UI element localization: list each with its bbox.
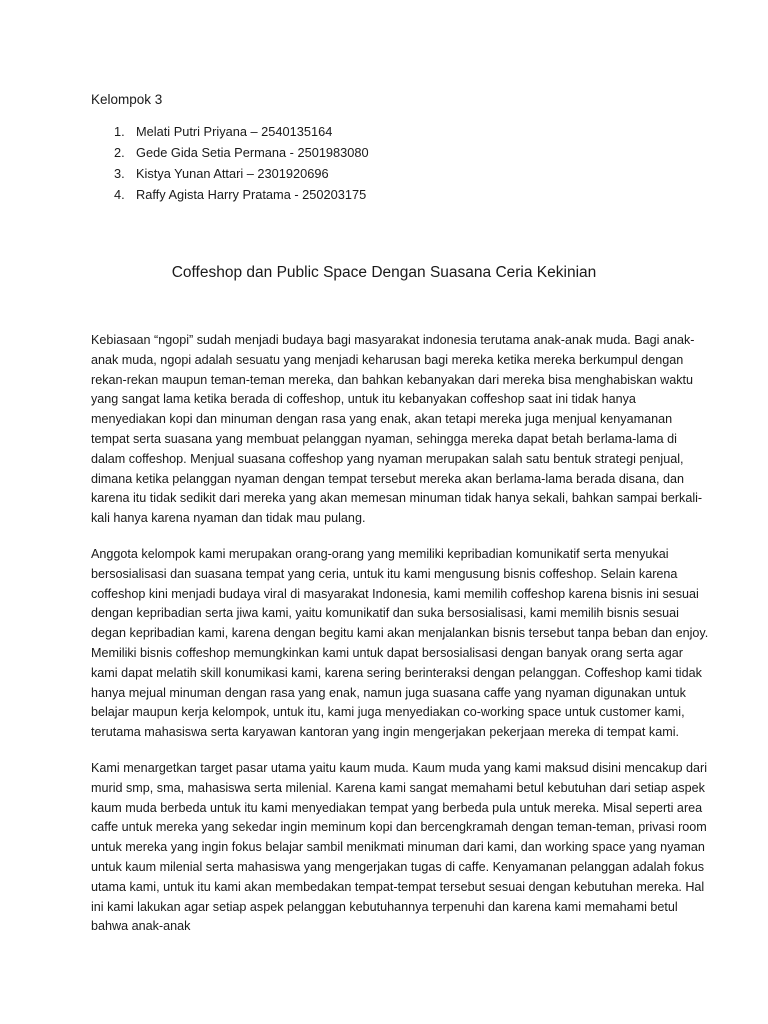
list-number: 4.: [114, 187, 125, 202]
member-entry: Raffy Agista Harry Pratama - 250203175: [136, 187, 367, 202]
member-list: [114, 121, 369, 205]
body-paragraph: Kebiasaan “ngopi” sudah menjadi budaya bagi masyarakat indonesia terutama anak-anak muda. Bagi anak-anak muda, ngopi adalah sesuatu yang menjadi keharusan bagi mereka ketika mereka berkumpul dengan rekan-rekan maupun teman-teman mereka, dan bahkan kebanyakan dari mereka bisa menghabiskan waktu yang sangat lama ketika berada di coffeshop, untuk itu kebanyakan coffeshop saat ini tidak hanya menyediakan kopi dan minuman dengan rasa yang enak, akan tetapi mereka juga menjual kenyamanan tempat serta suasana yang membuat pelanggan nyaman, sehingga mereka dapat betah berlama-lama di dalam coffeshop. Menjual suasana coffeshop yang nyaman merupakan salah satu bentuk strategi penjual, dimana ketika pelanggan nyaman dengan tempat tersebut mereka akan berlama-lama berada disana, dan karena itu tidak sedikit dari mereka yang akan memesan minuman tidak hanya sekali, bahkan sampai berkali-kali hanya karena nyaman dan tidak mau pulang.: [91, 333, 703, 526]
member-entry: Gede Gida Setia Permana - 2501983080: [136, 145, 369, 160]
member-entry: Melati Putri Priyana – 2540135164: [136, 124, 333, 139]
list-item: [114, 163, 369, 184]
body-paragraph: Kami menargetkan target pasar utama yaitu kaum muda. Kaum muda yang kami maksud disini mencakup dari murid smp, sma, mahasiswa serta milenial. Karena kami sangat memahami betul kebutuhan dari setiap aspek kaum muda berbeda untuk itu kami menyediakan tempat yang berbeda pula untuk mereka. Misal seperti area caffe untuk mereka yang sekedar ingin meminum kopi dan bercengkramah dengan teman-teman, privasi room untuk mereka yang ingin fokus belajar sambil menikmati minuman dari kami, dan working space yang nyaman untuk kaum milenial serta mahasiswa yang mengerjakan tugas di caffe. Kenyamanan pelanggan adalah fokus utama kami, untuk itu kami akan membedakan tempat-tempat tersebut sesuai dengan kebutuhan mereka. Hal ini kami lakukan agar setiap aspek pelanggan kebutuhannya terpenuhi dan karena kami memahami betul bahwa anak-anak: [91, 760, 707, 934]
body-paragraph: Anggota kelompok kami merupakan orang-orang yang memiliki kepribadian komunikatif serta menyukai bersosialisasi dan suasana tempat yang ceria, untuk itu kami mengusung bisnis coffeshop. Selain karena coffeshop kini menjadi budaya viral di masyarakat Indonesia, kami memilih coffeshop karena bisnis ini sesuai dengan kepribadian serta jiwa kami, yaitu komunikatif dan suka bersosialisasi, kami memilih bisnis sesuai degan kepribadian kami, karena dengan begitu kami akan menjalankan bisnis tersebut tanpa beban dan enjoy. Memiliki bisnis coffeshop memungkinkan kami untuk dapat bersosialisasi dengan banyak orang serta agar kami dapat melatih skill konumikasi kami, karena sering berinteraksi dengan pelanggan. Coffeshop kami tidak hanya mejual minuman dengan rasa yang enak, namun juga suasana caffe yang nyaman digunakan untuk belajar maupun kerja kelompok, untuk itu, kami juga menyediakan co-working space untuk customer kami, terutama mahasiswa serta karyawan kantoran yang ingin mengerjakan pekerjaan mereka di tempat kami.: [91, 546, 709, 740]
list-item: [114, 184, 369, 205]
member-entry: Kistya Yunan Attari – 2301920696: [136, 166, 329, 181]
list-number: 1.: [114, 124, 125, 139]
list-item: [114, 142, 369, 163]
group-label: Kelompok 3: [91, 92, 163, 107]
list-number: 2.: [114, 145, 125, 160]
document-body: [91, 331, 711, 953]
document-title: Coffeshop dan Public Space Dengan Suasana Ceria Kekinian: [171, 264, 597, 281]
list-item: [114, 121, 369, 142]
list-number: 3.: [114, 166, 125, 181]
